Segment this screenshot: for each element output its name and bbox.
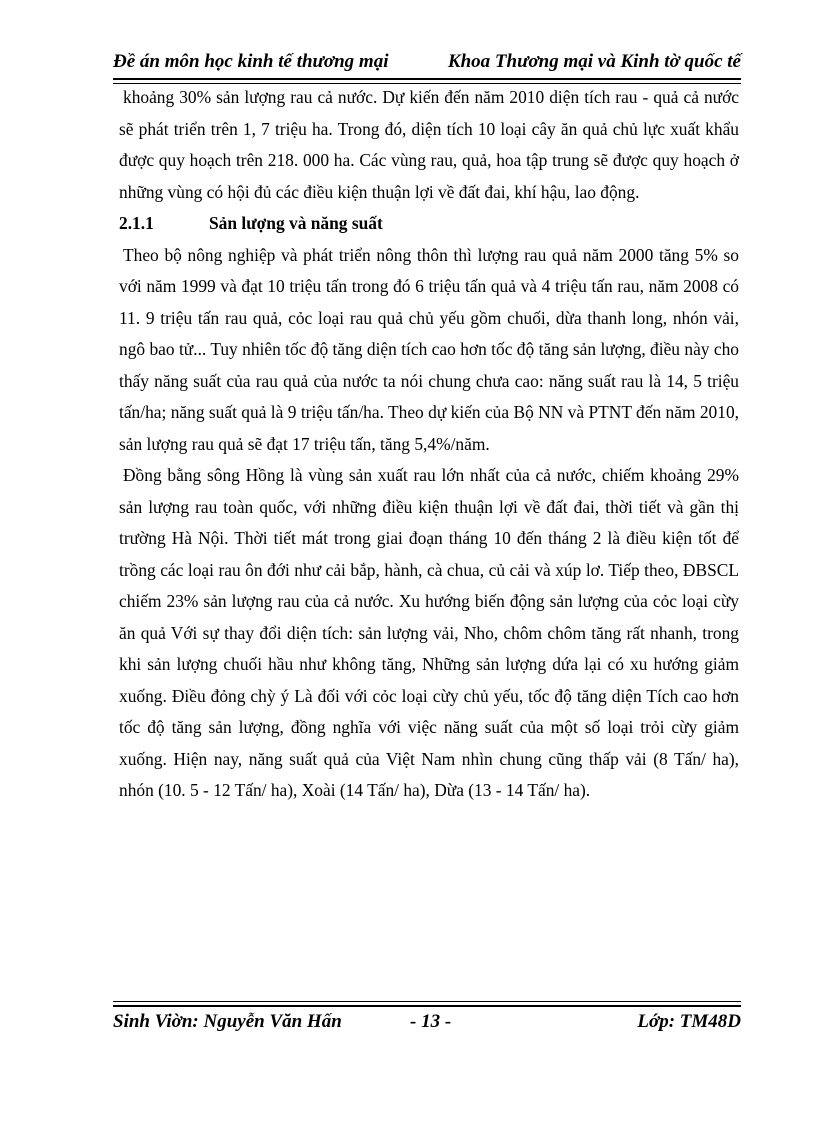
header-faculty: Khoa Thương mại và Kinh tờ quốc tế: [447, 51, 741, 72]
document-body: [119, 82, 739, 807]
page-footer: [113, 1005, 741, 1040]
section-title: Sản lượng và năng suất: [209, 213, 383, 233]
page-header: [113, 46, 741, 80]
paragraph: khoảng 30% sản lượng rau cả nước. Dự kiến đến năm 2010 diện tích rau - quả cả nước sẽ phát triển trên 1, 7 triệu ha. Trong đó, diện tích 10 loại cây ăn quả chủ lực xuất khẩu được quy hoạch trên 218. 000 ha. Các vùng rau, quả, hoa tập trung sẽ được quy hoạch ở những vùng có hội đủ các điều kiện thuận lợi về đất đai, khí hậu, lao động.: [119, 87, 739, 202]
header-course-title: Đề án môn học kinh tế thương mại: [113, 51, 389, 72]
section-heading: [119, 208, 739, 240]
paragraph: Đồng bằng sông Hồng là vùng sản xuất rau lớn nhất của cả nước, chiếm khoảng 29% sản lượng rau toàn quốc, với những điều kiện thuận lợi về đất đai, thời tiết và gần thị trường Hà Nội. Thời tiết mát trong giai đoạn tháng 10 đến tháng 2 là điều kiện tốt để trồng các loại rau ôn đới như cải bắp, hành, cà chua, củ cải và xúp lơ. Tiếp theo, ĐBSCL chiếm 23% sản lượng rau của cả nước. Xu hướng biến động sản lượng của cỏc loại cừy ăn quả Với sự thay đổi diện tích: sản lượng vải, Nho, chôm chôm tăng rất nhanh, trong khi sản lượng chuối hầu như không tăng, Những sản lượng dứa lại có xu hướng giảm xuống. Điều đỏng chỳ ý Là đối với cỏc loại cừy chủ yếu, tốc độ tăng diện Tích cao hơn tốc độ tăng sản lượng, đồng nghĩa với việc năng suất của một số loại trỏi cừy giảm xuống. Hiện nay, năng suất quả của Việt Nam nhìn chung cũng thấp vải (8 Tấn/ ha), nhón (10. 5 - 12 Tấn/ ha), Xoài (14 Tấn/ ha), Dừa (13 - 14 Tấn/ ha).: [119, 465, 739, 800]
footer-rule: [113, 1001, 741, 1002]
section-number: 2.1.1: [119, 213, 154, 233]
paragraph: Theo bộ nông nghiệp và phát triển nông thôn thì lượng rau quả năm 2000 tăng 5% so với năm 1999 và đạt 10 triệu tấn trong đó 6 triệu tấn quả và 4 triệu tấn rau, năm 2008 có 11. 9 triệu tấn rau quả, cỏc loại rau quả chủ yếu gồm chuối, dừa thanh long, nhón vải, ngô bao tử... Tuy nhiên tốc độ tăng diện tích cao hơn tốc độ tăng sản lượng, điều này cho thấy năng suất của rau quả của nước ta nói chung chưa cao: năng suất rau là 14, 5 triệu tấn/ha; năng suất quả là 9 triệu tấn/ha. Theo dự kiến của Bộ NN và PTNT đến năm 2010, sản lượng rau quả sẽ đạt 17 triệu tấn, tăng 5,4%/năm.: [119, 244, 739, 454]
footer-class: Lớp: TM48D: [637, 1011, 741, 1032]
footer-student: Sinh Viờn: Nguyễn Văn Hấn: [113, 1011, 342, 1032]
page-number: - 13 -: [410, 1011, 452, 1032]
